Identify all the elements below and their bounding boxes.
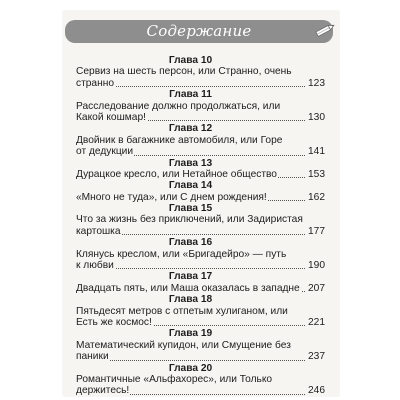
table-of-contents	[76, 55, 325, 397]
chapter-title-line	[76, 78, 325, 89]
chapter-title-line: Пятьдесят метров с отпетым хулиганом, или	[76, 305, 288, 317]
chapter-title-line	[76, 192, 325, 203]
chapter-title-line	[76, 283, 325, 294]
toc-entry	[76, 363, 325, 397]
page-number: 246	[308, 385, 325, 397]
pencil-icon	[314, 23, 336, 37]
chapter-title-text: Есть же космос!	[76, 316, 152, 328]
chapter-title-line	[76, 169, 325, 180]
contents-title: Содержание	[146, 22, 252, 40]
chapter-number: Глава 10	[168, 55, 213, 66]
chapter-title-line	[76, 317, 325, 328]
toc-entry	[76, 180, 325, 203]
toc-entry	[76, 158, 325, 181]
book-page	[63, 11, 339, 396]
chapter-number: Глава 11	[169, 89, 212, 101]
chapter-number: Глава 15	[168, 203, 213, 215]
page-number: 141	[308, 146, 325, 158]
chapter-title-line: Романтичные «Альфахорес», или Только	[76, 373, 273, 385]
contents-header	[65, 20, 333, 43]
page-number: 207	[308, 282, 325, 294]
chapter-number: Глава 20	[168, 362, 213, 374]
chapter-title-text: картошка	[76, 225, 121, 237]
page-number: 123	[308, 77, 325, 89]
chapter-number: Глава 13	[168, 157, 213, 169]
toc-entry	[76, 55, 325, 89]
toc-entry	[76, 203, 325, 237]
chapter-title-text: странно	[76, 77, 115, 89]
chapter-number: Глава 18	[168, 294, 213, 306]
toc-entry	[76, 294, 325, 328]
chapter-title-line: Клянусь креслом, или «Бригадейро» — путь	[76, 248, 287, 260]
chapter-title-line	[76, 385, 325, 396]
chapter-number: Глава 14	[168, 180, 213, 192]
page-number: 153	[308, 168, 325, 180]
toc-entry	[76, 328, 325, 362]
chapter-title-line: Расследование должно продолжаться, или	[76, 100, 281, 112]
chapter-title-text: Двадцать пять, или Маша оказалась в западне	[76, 282, 300, 294]
chapter-title-line: Математический купидон, или Смущение без	[76, 339, 291, 351]
page-number: 190	[308, 260, 325, 272]
dot-leader	[76, 360, 307, 361]
page-number: 221	[308, 316, 325, 328]
chapter-title-line	[76, 226, 325, 237]
chapter-title-text: Дурацкое кресло, или Нетайное общество	[76, 168, 277, 180]
chapter-title-line: Что за жизнь без приключений, или Задиристая	[76, 214, 303, 226]
chapter-title-text: от дедукции	[76, 146, 134, 158]
chapter-title-text: к любви	[76, 260, 114, 272]
chapter-title-line	[76, 112, 325, 123]
chapter-title-text: Какой кошмар!	[76, 111, 146, 123]
chapter-number: Глава 19	[168, 328, 213, 340]
chapter-title-line: Двойник в багажнике автомобиля, или Горе	[76, 134, 283, 146]
chapter-number: Глава 17	[168, 271, 213, 283]
page-number: 177	[308, 225, 325, 237]
page-number: 130	[308, 111, 325, 123]
chapter-number: Глава 12	[168, 123, 213, 135]
toc-entry	[76, 237, 325, 271]
chapter-title-line	[76, 146, 325, 157]
toc-entry	[76, 89, 325, 123]
chapter-number: Глава 16	[168, 237, 213, 249]
chapter-title-line	[76, 260, 325, 271]
chapter-title-text: держитесь!	[76, 385, 130, 397]
chapter-title-text: «Много не туда», или С днем рождения!	[76, 191, 267, 203]
page-number: 237	[308, 351, 325, 363]
page-number: 162	[308, 191, 325, 203]
toc-entry	[76, 123, 325, 157]
chapter-title-line: Сервиз на шесть персон, или Странно, очень	[76, 66, 292, 78]
chapter-title-text: паники	[76, 351, 109, 363]
toc-entry	[76, 271, 325, 294]
chapter-title-line	[76, 351, 325, 362]
